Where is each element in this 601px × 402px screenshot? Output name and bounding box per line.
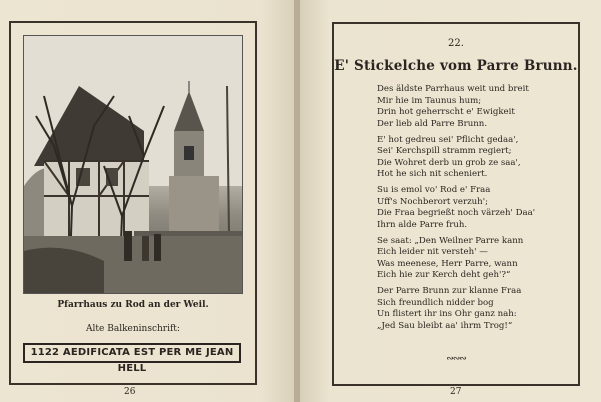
beam-inscription: 1122 AEDIFICATA EST PER ME JEAN HELL	[23, 343, 241, 363]
poem-body	[377, 84, 577, 337]
poem-line: „Jed Sau bleibt aa' ihrm Trog!“	[377, 320, 513, 331]
right-page-frame	[332, 22, 580, 386]
poem-line: Was meenese, Herr Parre, wann	[377, 258, 518, 269]
stanza	[377, 185, 577, 231]
inscription-label: Alte Balkeninschrift:	[86, 324, 180, 334]
stanza	[377, 84, 577, 130]
poem-number: 22.	[448, 38, 464, 49]
ornament-icon: ∾∾∾	[446, 354, 466, 364]
right-page-number: 27	[450, 387, 462, 397]
parsonage-photo	[23, 35, 243, 294]
poem-line: Des äldste Parrhaus weit und breit	[377, 84, 529, 94]
photo-caption: Pfarrhaus zu Rod an der Weil.	[57, 300, 209, 310]
poem-title: E' Stickelche vom Parre Brunn.	[334, 58, 578, 74]
poem-line: Sei' Kerchspill stramm regiert;	[377, 146, 512, 157]
right-page	[300, 0, 601, 402]
poem-line: Mir hie im Taunus hum;	[377, 95, 482, 106]
stanza	[377, 236, 577, 282]
poem-line: Eich hie zur Kerch deht geh'?“	[377, 270, 511, 281]
poem-line: E' hot gedreu sei' Pflicht gedaa',	[377, 134, 519, 145]
left-page-number: 26	[124, 387, 136, 397]
poem-line: Su is emol vo' Rod e' Fraa	[377, 185, 491, 196]
poem-line: Der lieb ald Parre Brunn.	[377, 118, 488, 129]
poem-line: Die Wohret derb un grob ze saa',	[377, 157, 521, 168]
left-page	[0, 0, 296, 402]
poem-line: Der Parre Brunn zur klanne Fraa	[377, 286, 522, 297]
stanza	[377, 286, 577, 332]
poem-line: Se saat: „Den Weilner Parre kann	[377, 235, 524, 246]
poem-line: Eich leider nit versteh' —	[377, 247, 488, 258]
poem-line: Un flistert ihr ins Ohr ganz nah:	[377, 309, 517, 320]
poem-line: Ihrn alde Parre fruh.	[377, 219, 468, 230]
poem-line: Sich freundlich nidder bog	[377, 297, 494, 308]
poem-line: Uff's Nochberort verzuh';	[377, 196, 488, 207]
left-page-frame	[9, 21, 257, 385]
stanza	[377, 135, 577, 181]
poem-line: Die Fraa begrießt noch värzeh' Daa'	[377, 208, 536, 219]
parsonage-illustration	[24, 36, 242, 293]
poem-line: Hot he sich nit scheniert.	[377, 169, 488, 180]
poem-line: Drin hot geherrscht e' Ewigkeit	[377, 107, 515, 118]
